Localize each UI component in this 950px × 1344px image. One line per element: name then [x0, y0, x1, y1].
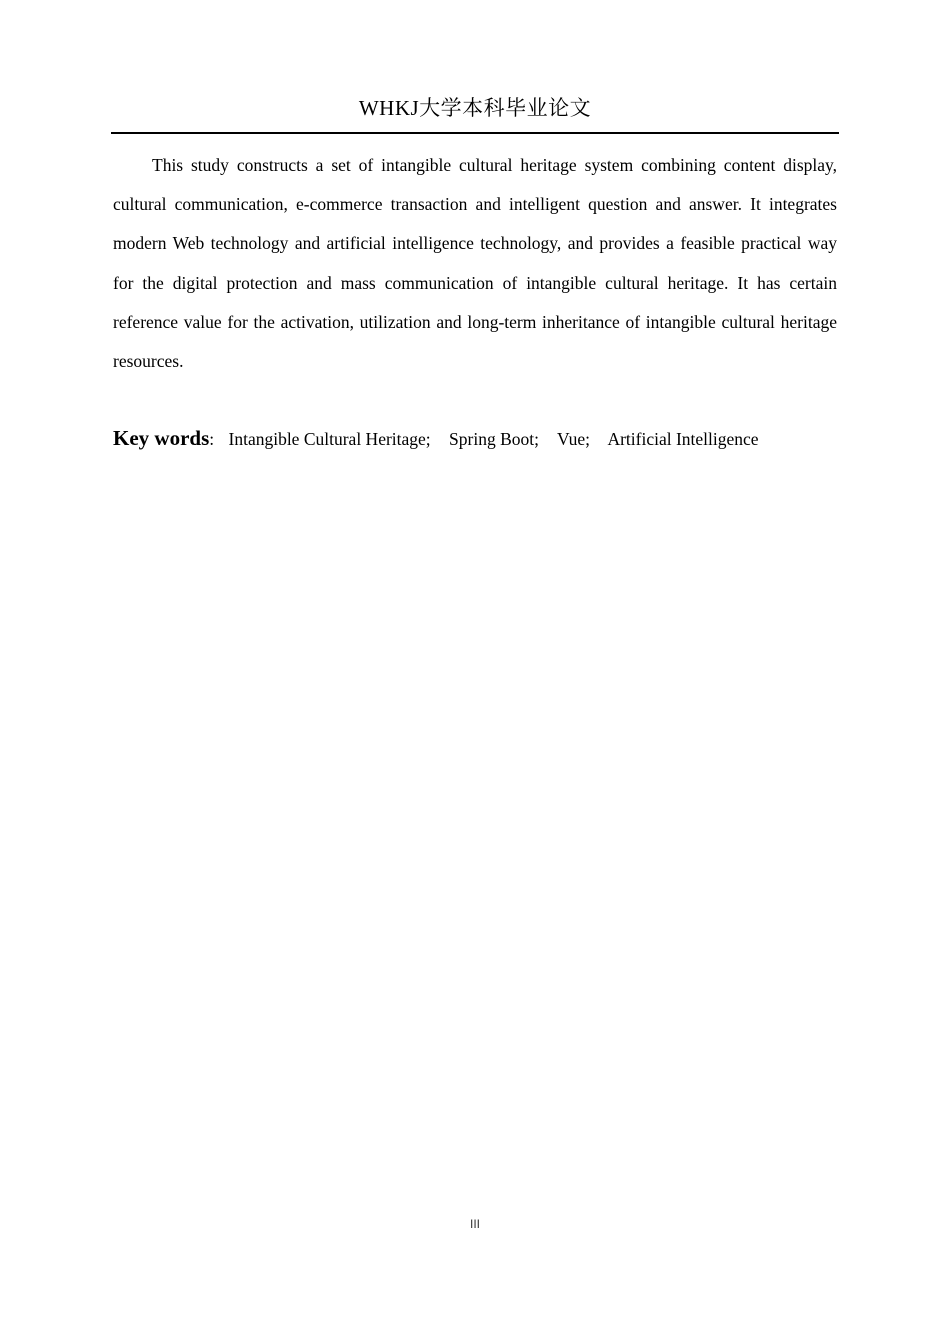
- page-number: III: [469, 1217, 480, 1231]
- keywords-line: [113, 420, 853, 457]
- abstract-paragraph: This study constructs a set of intangible cultural heritage system combining content display, cultural communication, e-commerce transaction and intelligent question and answer. It integrates modern Web technology and artificial intelligence technology, and provides a feasible practical way for the digital protection and mass communication of intangible cultural heritage. It has certain reference value for the activation, utilization and long-term inheritance of intangible cultural heritage resources.: [113, 155, 837, 372]
- keyword-item: Intangible Cultural Heritage;: [228, 429, 431, 449]
- running-header-title: WHKJ大学本科毕业论文: [358, 96, 592, 120]
- keywords-label: Key words: [113, 426, 210, 450]
- keyword-item: Spring Boot;: [449, 429, 539, 449]
- keyword-item: Vue;: [557, 429, 591, 449]
- keywords-separator: :: [209, 429, 215, 449]
- keyword-item: Artificial Intelligence: [607, 429, 759, 449]
- header-divider: [111, 132, 839, 134]
